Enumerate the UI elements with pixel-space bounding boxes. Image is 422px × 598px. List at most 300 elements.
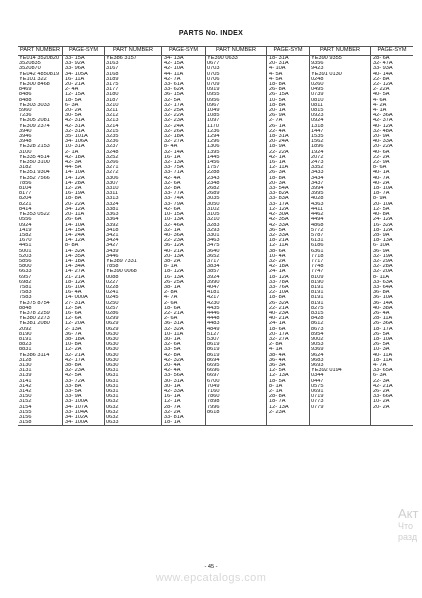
page-sym-cell: 42- 5A [63,373,105,378]
part-number-cell: 3168 [105,72,162,77]
part-number-cell: 8831 [19,347,32,353]
part-number-cell: 3180 [105,92,162,97]
page-sym-cell: 42- 15A [162,61,206,66]
page-sym-cell: 18- 5A [63,98,105,103]
page-sym-cell: 22- 9A [371,160,414,165]
page-sym-cell: 33- 92A [63,61,105,66]
part-number-cell: 3313 [105,196,162,201]
part-number-cell: 7583 [19,290,32,296]
page-sym-cell: 16- 1A [267,160,310,165]
page-sym-cell: 40- 5A [371,92,414,97]
page-sym-cell: 32- 32A [162,327,206,332]
page-sym-cell: 18- 12A [162,269,206,274]
page-sym-cell: 18- 11A [371,358,414,363]
part-number-cell: 3175 [105,82,162,87]
page-sym-cell: 12- 11A [267,165,310,170]
page-sym-cell: 12- 5A [63,306,105,311]
parts-index-table [18,46,413,426]
part-number-cell: 0691 [310,389,371,394]
column-header: PAGE-SYM [267,47,310,56]
watermark-url: www.epcatalogs.com [155,572,267,584]
page-sym-cell: 18- 10A [371,186,414,191]
page-sym-cell: 22- 8A [371,77,414,82]
side-overlay-text [398,506,422,543]
part-number-cell: 0257 [105,306,162,311]
part-number-cell: 0575 [310,384,371,389]
part-number-cell: 7049 [206,384,267,389]
part-number-cell: 8469 [19,87,32,93]
part-number-cell: 2348 [206,181,267,186]
page-sym-cell: 36- 5A [267,228,310,233]
page-sym-cell: 42- 31A [63,124,105,129]
side-text-line: разд [398,532,418,542]
page-sym-cell: 16- 32A [371,223,414,228]
part-number-cell: 8414 [19,206,32,212]
page-sym-cell: 16- 6A [63,311,105,316]
page-sym-cell: 18- 12A [267,275,310,280]
page-sym-cell: 24- 12A [371,217,414,222]
page-sym-cell: 33- 8A [63,384,105,389]
part-number-cell: 1085 [206,113,267,118]
part-number-cell: 8190 [310,280,371,285]
page-sym-cell: 42- 4A [162,176,206,181]
part-number-cell: 3437 [310,181,371,186]
page-sym-cell: 10- 5A [267,98,310,103]
part-number-cell: 0631 [105,389,162,394]
page-sym-cell: 26- 2A [371,389,414,394]
part-number-cell: 3310 [105,186,162,191]
page-sym-cell: 2- 13A [63,327,105,332]
page-sym-cell: 14- 28A [63,181,105,186]
part-number-cell: 3948 [19,139,32,145]
part-number-cell: 1924 [310,150,371,155]
page-title: PARTS No. INDEX [178,30,244,37]
page-sym-cell: 33- 61A [162,82,206,87]
page-sym-cell: 34- 102A [63,415,105,420]
part-number-cell: 6697 [206,373,267,378]
part-number-cell: 8618 [206,410,267,415]
column-header: PAGE-SYM [162,47,206,56]
part-number-cell: 3857 [206,269,267,274]
page-sym-cell: 8- 1A [267,384,310,389]
page-sym-cell: 14- 12A [63,238,105,243]
part-number-cell: 8823 [19,342,32,348]
part-number-cell: 3189 [105,77,162,82]
page-sym-cell: 12- 6A [63,316,105,321]
page-sym-cell: 33- 83A [267,196,310,201]
page-sym-cell: 36- 3A [267,363,310,368]
part-number-cell: 7856 [19,180,32,186]
part-number-cell: 8221 [19,201,32,207]
part-number-cell: 3717 [206,259,267,264]
part-number-cell: 1296 [206,139,267,144]
part-number-cell: 8848 [19,305,32,311]
part-number-cell: 0495 [310,87,371,92]
part-number-cell: 3434 [310,176,371,181]
part-number-cell: 8315 [310,311,371,316]
part-number-cell: YE381 2080 [19,321,50,327]
part-number-cell: 9693 [310,363,371,368]
part-number-cell: 0630 [105,337,162,342]
page-sym-cell: 33- 75A [162,165,206,170]
page-sym-cell: 18- 10A [371,337,414,342]
part-number-cell: 0632 [105,410,162,415]
page-sym-cell: 18- 7A [371,191,414,196]
part-number-cell: 3214 [105,124,162,129]
page-sym-cell: 10- 3A [371,347,414,352]
page-sym-cell: 12- 11A [267,243,310,248]
page-sym-cell: 21- 21A [63,275,105,280]
page-sym-cell: 33- 5A [63,389,105,394]
page-sym-cell: 22- 3A [371,379,414,384]
part-number-cell: 3307 [105,181,162,186]
page-sym-cell: 32- 17A [162,103,206,108]
part-number-cell: 3427 [105,243,162,248]
page-sym-cell: 32- 47A [371,61,414,66]
part-number-cell: 4446 [206,311,267,316]
part-number-cell: 1294 [206,134,267,139]
page-sym-cell: 33- 100A [63,399,105,404]
page-sym-cell: 22- 12A [371,82,414,87]
part-number-cell: 3640 [206,249,267,254]
page-sym-cell: 2- 4A [63,87,105,92]
part-number-cell: 3235 [105,134,162,139]
page-sym-cell: 8- 4A [162,144,206,149]
page-sym-cell: 20- 21A [63,82,105,87]
page-sym-cell: 16- 4A [63,290,105,295]
page-sym-cell: 33- 5A [162,347,206,352]
part-number-cell: 3652 [206,254,267,259]
page-sym-cell: 2- 23A [267,410,310,415]
part-number-cell: 0706 [206,77,267,82]
page-sym-cell: 24- 1A [267,269,310,274]
page-sym-cell: 33- 66A [371,394,414,399]
page-sym-cell: 33- 76A [267,285,310,290]
page-sym-cell: 26- 32A [267,301,310,306]
page-sym-cell: 4- 7A [371,363,414,368]
part-number-cell [206,420,267,426]
part-number-cell: 4181 [206,290,267,295]
part-number-cell: 3392 [105,223,162,228]
part-number-cell: 4230 [206,301,267,306]
page-sym-cell: 20- 11A [63,212,105,217]
table-header-row [18,47,413,56]
page-sym-cell: 40- 12A [371,124,414,129]
page-sym-cell: 12- 5A [267,368,310,373]
part-number-cell: 0719 [310,394,371,399]
part-number-cell: 7860 [206,394,267,399]
page-sym-cell: 34- 105A [63,72,105,77]
part-number-cell: 0250 [105,301,162,306]
page-sym-cell: 10- 8A [63,342,105,347]
page-sym-cell: 2- 1A [267,389,310,394]
page-sym-cell: 42- 33A [267,223,310,228]
page-sym-cell: 38- 8A [63,363,105,368]
page-sym-cell: 40- 36A [162,233,206,238]
part-number-cell: 8109 [310,275,371,280]
page-sym-cell: 32- 26A [162,129,206,134]
part-number-cell: 2682 [206,186,267,191]
part-number-cell: 0632 [105,405,162,410]
part-number-cell: 3946 [19,134,32,140]
part-number-cell: 3293 [206,228,267,233]
part-number-cell: 4448 [206,316,267,321]
column-header: PART NUMBER [206,47,267,56]
page-sym-cell: 42- 37A [371,118,414,123]
page-sym-cell: 14- 15A [63,228,105,233]
page-sym-cell: 18- 9A [267,144,310,149]
part-number-cell: 8428 [310,316,371,321]
page-sym-cell: 38- 4A [267,353,310,358]
part-number-cell: 4028 [310,196,371,201]
part-number-cell: 0703 [206,66,267,71]
page-sym-cell: 22- 21A [162,311,206,316]
page-sym-cell: 36- 14A [371,301,414,306]
page-sym-cell: 28- 11A [371,316,414,321]
page-sym-cell: 18- 5A [267,379,310,384]
page-sym-cell: 18- 13A [371,238,414,243]
part-number-cell: 1896 [310,144,371,149]
page-sym-cell: 18- 31A [267,56,310,62]
part-number-cell: 8619 [206,342,267,347]
part-number-cell: 0227 [105,280,162,285]
part-number-cell: 1535 [310,134,371,139]
part-number-cell: 1562 [310,139,371,144]
part-number-cell: 3105 [206,212,267,217]
page-sym-cell: 12- 2A [63,186,105,191]
page-sym-cell: 28- 6A [371,56,414,62]
part-number-cell [310,420,371,426]
part-number-cell: 0630 [105,358,162,363]
part-number-cell: 8191 [310,295,371,300]
column-header: PAGE-SYM [63,47,105,56]
part-number-cell: 0677 [206,61,267,66]
page-sym-cell: 33- 63A [371,280,414,285]
page-sym-cell: 40- 14A [371,72,414,77]
page-sym-cell: 32- 29A [371,259,414,264]
page-sym-cell: 32- 19A [371,254,414,259]
part-number-cell: 3924 [206,275,267,280]
page-sym-cell: 35- 101A [63,134,105,139]
part-number-cell: 9369 [310,347,371,352]
part-number-cell: 0228 [105,285,162,290]
page-sym-cell: 32- 5A [162,98,206,103]
page-sym-cell: 32- 28A [371,264,414,269]
page-sym-cell: 33- 72A [63,379,105,384]
part-number-cell: 9624 [310,353,371,358]
page-sym-cell: 14- 24A [63,233,105,238]
part-number-cell: 3237 [105,144,162,149]
part-number-cell: 1419 [19,227,32,233]
page-sym-cell: 8- 11A [371,275,414,280]
part-number-cell: YE300 8468 [19,82,50,88]
page-sym-cell: 26- 5A [371,342,414,347]
page-sym-cell: 10- 4A [267,254,310,259]
part-number-cell: YE390 0068 [105,269,162,274]
part-number-cell: 3158 [18,420,63,426]
page-sym-cell: 4- 5A [267,72,310,77]
page-sym-cell: 33- 96A [63,66,105,71]
part-number-cell: 5960 [19,108,32,114]
part-number-cell: 3363 [105,212,162,217]
column-header: PAGE-SYM [371,47,414,56]
page-sym-cell: 32- 13A [162,160,206,165]
part-number-cell: YE352 7566 [19,175,50,181]
part-number-cell: 8191 [310,301,371,306]
page-sym-cell: 20- 3A [267,181,310,186]
page-sym-cell: 22- 4A [267,129,310,134]
page-sym-cell: 32- 27A [162,139,206,144]
part-number-cell: 9683 [310,358,371,363]
page-sym-cell: 32- 2A [162,410,206,415]
part-number-cell: 8612 [310,321,371,326]
page-sym-cell: 2- 8A [267,342,310,347]
part-number-cell: 0633 [105,420,162,426]
part-number-cell: 6700 [206,379,267,384]
part-number-cell: 3520835 [19,61,41,67]
table-body [18,56,413,426]
part-number-cell: 3272 [105,170,162,175]
page-sym-cell: 4- 7A [162,295,206,300]
page-sym-cell: 18- 8A [63,196,105,201]
part-number-cell: 3100 [19,149,32,155]
part-number-cell: 5307 [206,337,267,342]
part-number-cell: YE389 7331 [105,259,162,264]
page-sym-cell: 32- 46A [162,223,206,228]
part-number-cell: 7160 [206,389,267,394]
part-number-cell: 0245 [105,295,162,300]
part-number-cell: 3130 [19,362,32,368]
page-sym-cell: 12- 20A [63,321,105,326]
part-number-cell: 0629 [105,321,162,326]
part-number-cell: 0630 [105,363,162,368]
part-number-cell: 3131 [19,368,32,374]
part-number-cell: 3834 [206,264,267,269]
page-sym-cell: 42- 1A [267,155,310,160]
part-number-cell: 3177 [105,87,162,92]
part-number-cell: 1097 [206,118,267,123]
part-number-cell: 1445 [206,155,267,160]
page-sym-cell: 2- 22A [371,87,414,92]
page-sym-cell: 20- 1A [267,108,310,113]
part-number-cell: 0810 [310,98,371,103]
part-number-cell: 3271 [105,165,162,170]
page-sym-cell: 32- 21A [63,353,105,358]
page-sym-cell: 26- 15A [267,92,310,97]
part-number-cell: 0299 [105,316,162,321]
part-number-cell: 0630 [105,353,162,358]
page-sym-cell: 32- 33A [267,233,310,238]
page-sym-cell: 32- 27A [267,337,310,342]
part-number-cell: 4451 [19,243,32,249]
page-sym-cell: 34- 106A [63,139,105,144]
page-sym-cell: 18- 6A [267,327,310,332]
page-sym-cell: 26- 1A [267,124,310,129]
page-sym-cell: 40- 2A [371,181,414,186]
part-number-cell: YE386 3114 [19,352,50,358]
part-number-cell: 0779 [310,405,371,410]
part-number-cell: 0815 [310,108,371,113]
page-sym-cell: 40- 1A [371,170,414,175]
page-sym-cell: 22- 23A [162,238,206,243]
page-sym-cell: 14- 27A [63,269,105,274]
page-sym-cell: 18- 8A [267,103,310,108]
page-sym-cell: 28- 8A [267,394,310,399]
page-sym-cell: 38- 6A [267,249,310,254]
part-number-cell: YE390 0633 [206,56,267,62]
part-number-cell: 4462 [310,212,371,217]
part-number-cell: 7581 [19,284,32,290]
part-number-cell: 3213 [105,118,162,123]
part-number-cell: 3155 [19,409,32,415]
part-number-cell: 8619 [206,347,267,352]
page-sym-cell: 34- 107A [63,405,105,410]
page-sym-cell: 34- 12A [63,207,105,212]
part-number-cell: YE353 0522 [19,212,50,218]
page-sym-cell: 36- 7A [63,332,105,337]
part-number-cell: 3156 [19,415,32,421]
page-sym-cell: 26- 3A [267,170,310,175]
page-sym-cell: 42- 3A [63,160,105,165]
part-number-cell: 3141 [19,378,32,384]
part-number-cell: 1582 [19,232,32,238]
page-sym-cell: 33- 64A [371,285,414,290]
part-number-cell: 3142 [19,389,32,394]
part-number-cell: 2092 [19,326,32,332]
part-number-cell: 3283 [206,223,267,228]
part-number-cell: 0447 [310,379,371,384]
part-number-cell: 0631 [105,373,162,378]
page-sym-cell: 42- 21A [371,384,414,389]
table-row [18,420,413,426]
part-number-cell: 0248 [310,77,371,82]
part-number-cell: 5772 [310,228,371,233]
part-number-cell: 8191 [19,336,32,342]
part-number-cell: 0631 [105,368,162,373]
page-sym-cell: 22- 2A [371,155,414,160]
page-sym-cell: 33- 71A [162,170,206,175]
part-number-cell: 7717 [310,259,371,264]
page-sym-cell: 18- 8A [267,176,310,181]
part-number-cell: 3995 [310,191,371,196]
page-sym-cell: 10- 2A [371,399,414,404]
page-sym-cell: 26- 6A [63,217,105,222]
page-sym-cell: 12- 15A [63,92,105,97]
part-number-cell: 0344 [310,373,371,378]
page-sym-cell: 36- 8A [371,290,414,295]
part-number-cell: YE351 9304 [19,170,50,176]
page-sym-cell: 33- 9A [63,394,105,399]
part-number-cell: 2343 [206,176,267,181]
page-sym-cell: 32- 24A [162,124,206,129]
column-header: PART NUMBER [105,47,162,56]
page-sym-cell: 33- 15A [63,56,105,62]
page-sym-cell: 33- 79A [162,202,206,207]
part-number-cell: 9002 [310,337,371,342]
part-number-cell: 1395 [206,150,267,155]
part-number-cell: 3128 [19,357,32,363]
part-number-cell: YE303 3033 [19,102,50,108]
page-sym-cell: 16- 1A [162,394,206,399]
page-sym-cell: 38- 2A [162,259,206,264]
page-sym-cell: 26- 9A [267,113,310,118]
part-number-cell: 3475 [206,243,267,248]
page-sym-cell: 22- 22A [267,150,310,155]
page-sym-cell: 32- 14A [162,150,206,155]
page-sym-cell: 18- 31A [267,134,310,139]
page-sym-cell: 14- 18A [63,259,105,264]
part-number-cell: 6186 [310,243,371,248]
